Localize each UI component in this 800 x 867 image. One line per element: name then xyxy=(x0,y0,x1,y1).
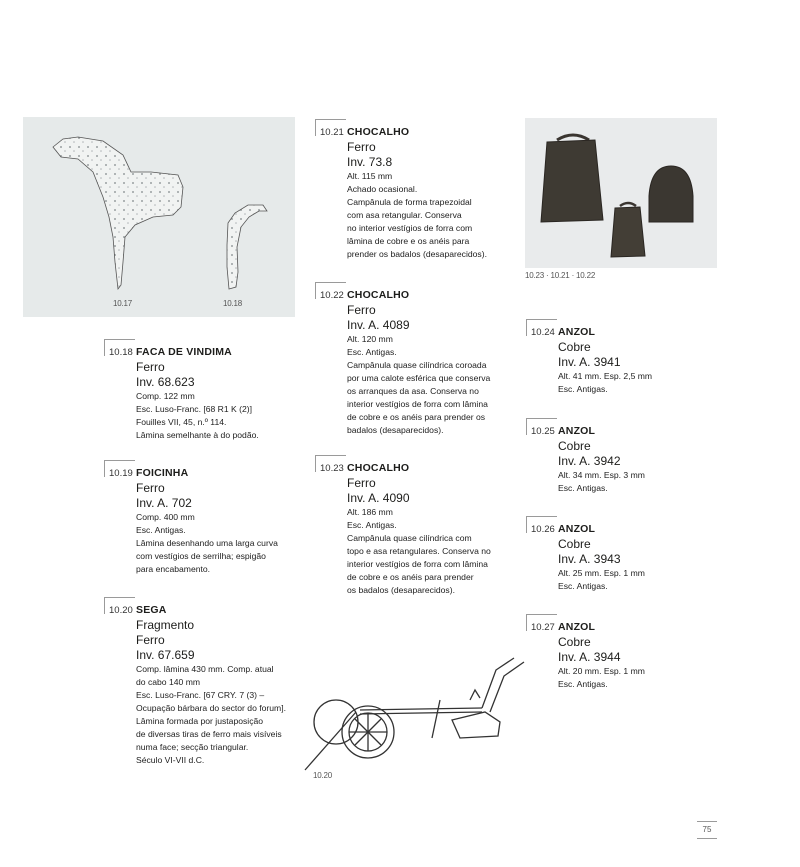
entry-detail: Esc. Antigas. xyxy=(558,483,608,493)
entry-title: SEGA xyxy=(136,604,167,616)
entry-detail: Alt. 20 mm. Esp. 1 mm xyxy=(558,666,645,676)
entry-detail: Campânula de forma trapezoidal xyxy=(347,197,472,207)
page-number: 75 xyxy=(697,821,717,839)
entry-detail: Século VI-VII d.C. xyxy=(136,755,205,765)
entry-detail: Alt. 41 mm. Esp. 2,5 mm xyxy=(558,371,653,381)
entry-number: 10.18 xyxy=(109,347,133,358)
entry-detail: Comp. 400 mm xyxy=(136,512,195,522)
entry-subtitle: Fragmento xyxy=(136,618,195,632)
entry-detail: Alt. 186 mm xyxy=(347,507,393,517)
entry-detail: Lâmina desenhando uma larga curva xyxy=(136,538,278,548)
entry-inventory: Inv. A. 702 xyxy=(136,496,192,510)
entry-detail: de cobre e os anéis para prender xyxy=(347,572,474,582)
entry-detail: Achado ocasional. xyxy=(347,184,418,194)
entry-detail: topo e asa retangulares. Conserva no xyxy=(347,546,491,556)
entry-detail: do cabo 140 mm xyxy=(136,677,201,687)
entry-inventory: Inv. 73.8 xyxy=(347,155,393,169)
entry-material: Cobre xyxy=(558,340,591,354)
figure-caption-10-18: 10.18 xyxy=(223,299,243,308)
photo-knife-and-sickle xyxy=(23,117,295,317)
entry-detail: Ocupação bárbara do sector do forum]. xyxy=(136,703,286,713)
entry-detail: Alt. 115 mm xyxy=(347,171,393,181)
plough-illustration xyxy=(300,650,540,780)
entry-detail: lâmina de cobre e os anéis para xyxy=(347,236,470,246)
entry-material: Ferro xyxy=(136,481,165,495)
entry-detail: Comp. 122 mm xyxy=(136,391,195,401)
entry-number: 10.26 xyxy=(531,524,555,535)
entry-number: 10.22 xyxy=(320,290,344,301)
entry-title: FACA DE VINDIMA xyxy=(136,346,232,358)
entry-title: ANZOL xyxy=(558,523,596,535)
entry-inventory: Inv. A. 3944 xyxy=(558,650,621,664)
entry-title: ANZOL xyxy=(558,425,596,437)
entry-number: 10.19 xyxy=(109,468,133,479)
entry-title: FOICINHA xyxy=(136,467,189,479)
entry-detail: Esc. Antigas. xyxy=(558,384,608,394)
entry-inventory: Inv. 67.659 xyxy=(136,648,195,662)
entry-detail: prender os badalos (desaparecidos). xyxy=(347,249,487,259)
entry-detail: numa face; secção triangular. xyxy=(136,742,249,752)
entry-number: 10.23 xyxy=(320,463,344,474)
entry-title: ANZOL xyxy=(558,326,596,338)
entry-number: 10.27 xyxy=(531,622,555,633)
entry-detail: para encabamento. xyxy=(136,564,211,574)
photo-bells xyxy=(525,118,717,268)
entry-material: Ferro xyxy=(347,303,376,317)
entry-detail: Campânula quase cilíndrica coroada xyxy=(347,360,487,370)
entry-material: Cobre xyxy=(558,635,591,649)
entry-title: ANZOL xyxy=(558,621,596,633)
entry-detail: Esc. Luso-Franc. [67 CRY. 7 (3) – xyxy=(136,690,265,700)
entry-inventory: Inv. A. 3941 xyxy=(558,355,621,369)
entry-detail: Esc. Antigas. xyxy=(347,347,397,357)
entry-detail: Esc. Antigas. xyxy=(136,525,186,535)
entry-detail: os arranques da asa. Conserva no xyxy=(347,386,479,396)
entry-detail: Lâmina semelhante à do podão. xyxy=(136,430,259,440)
entry-inventory: Inv. A. 3943 xyxy=(558,552,621,566)
entry-inventory: Inv. 68.623 xyxy=(136,375,195,389)
entry-detail: no interior vestígios de forra com xyxy=(347,223,473,233)
artifact-illustration xyxy=(23,117,295,317)
entry-number: 10.20 xyxy=(109,605,133,616)
entry-material: Ferro xyxy=(347,140,376,154)
bells-illustration xyxy=(525,118,717,268)
entry-detail: com vestígios de serrilha; espigão xyxy=(136,551,266,561)
entry-inventory: Inv. A. 4090 xyxy=(347,491,410,505)
entry-detail: Campânula quase cilíndrica com xyxy=(347,533,472,543)
entry-detail: Esc. Luso-Franc. [68 R1 K (2)] xyxy=(136,404,253,414)
entry-material: Ferro xyxy=(347,476,376,490)
entry-detail: Alt. 25 mm. Esp. 1 mm xyxy=(558,568,645,578)
entry-number: 10.24 xyxy=(531,327,555,338)
entry-detail: Comp. lâmina 430 mm. Comp. atual xyxy=(136,664,274,674)
entry-inventory: Inv. A. 3942 xyxy=(558,454,621,468)
entry-title: CHOCALHO xyxy=(347,462,410,474)
entry-inventory: Inv. A. 4089 xyxy=(347,318,410,332)
entry-detail: de cobre e os anéis para prender os xyxy=(347,412,486,422)
entry-number: 10.25 xyxy=(531,426,555,437)
entry-detail: Esc. Antigas. xyxy=(347,520,397,530)
entry-detail: Esc. Antigas. xyxy=(558,679,608,689)
entry-material: Cobre xyxy=(558,439,591,453)
entry-detail: de diversas tiras de ferro mais visíveis xyxy=(136,729,282,739)
entry-detail: badalos (desaparecidos). xyxy=(347,425,444,435)
entry-number: 10.21 xyxy=(320,127,344,138)
entry-detail: por uma calote esférica que conserva xyxy=(347,373,491,383)
entry-detail: Fouilles VII, 45, n.º 114. xyxy=(136,417,227,427)
figure-caption-10-17: 10.17 xyxy=(113,299,133,308)
entry-detail: com asa retangular. Conserva xyxy=(347,210,462,220)
figure-caption-bells: 10.23 · 10.21 · 10.22 xyxy=(525,271,596,280)
entry-title: CHOCALHO xyxy=(347,126,410,138)
entry-material: Ferro xyxy=(136,633,165,647)
figure-caption-plough: 10.20 xyxy=(313,771,333,780)
entry-title: CHOCALHO xyxy=(347,289,410,301)
entry-detail: os badalos (desaparecidos). xyxy=(347,585,455,595)
entry-detail: Esc. Antigas. xyxy=(558,581,608,591)
entry-detail: interior vestígios de forra com lâmina xyxy=(347,559,488,569)
entry-detail: Lâmina formada por justaposição xyxy=(136,716,264,726)
entry-material: Ferro xyxy=(136,360,165,374)
entry-detail: interior vestígios de forra com lâmina xyxy=(347,399,488,409)
entry-material: Cobre xyxy=(558,537,591,551)
entry-detail: Alt. 34 mm. Esp. 3 mm xyxy=(558,470,645,480)
entry-detail: Alt. 120 mm xyxy=(347,334,393,344)
